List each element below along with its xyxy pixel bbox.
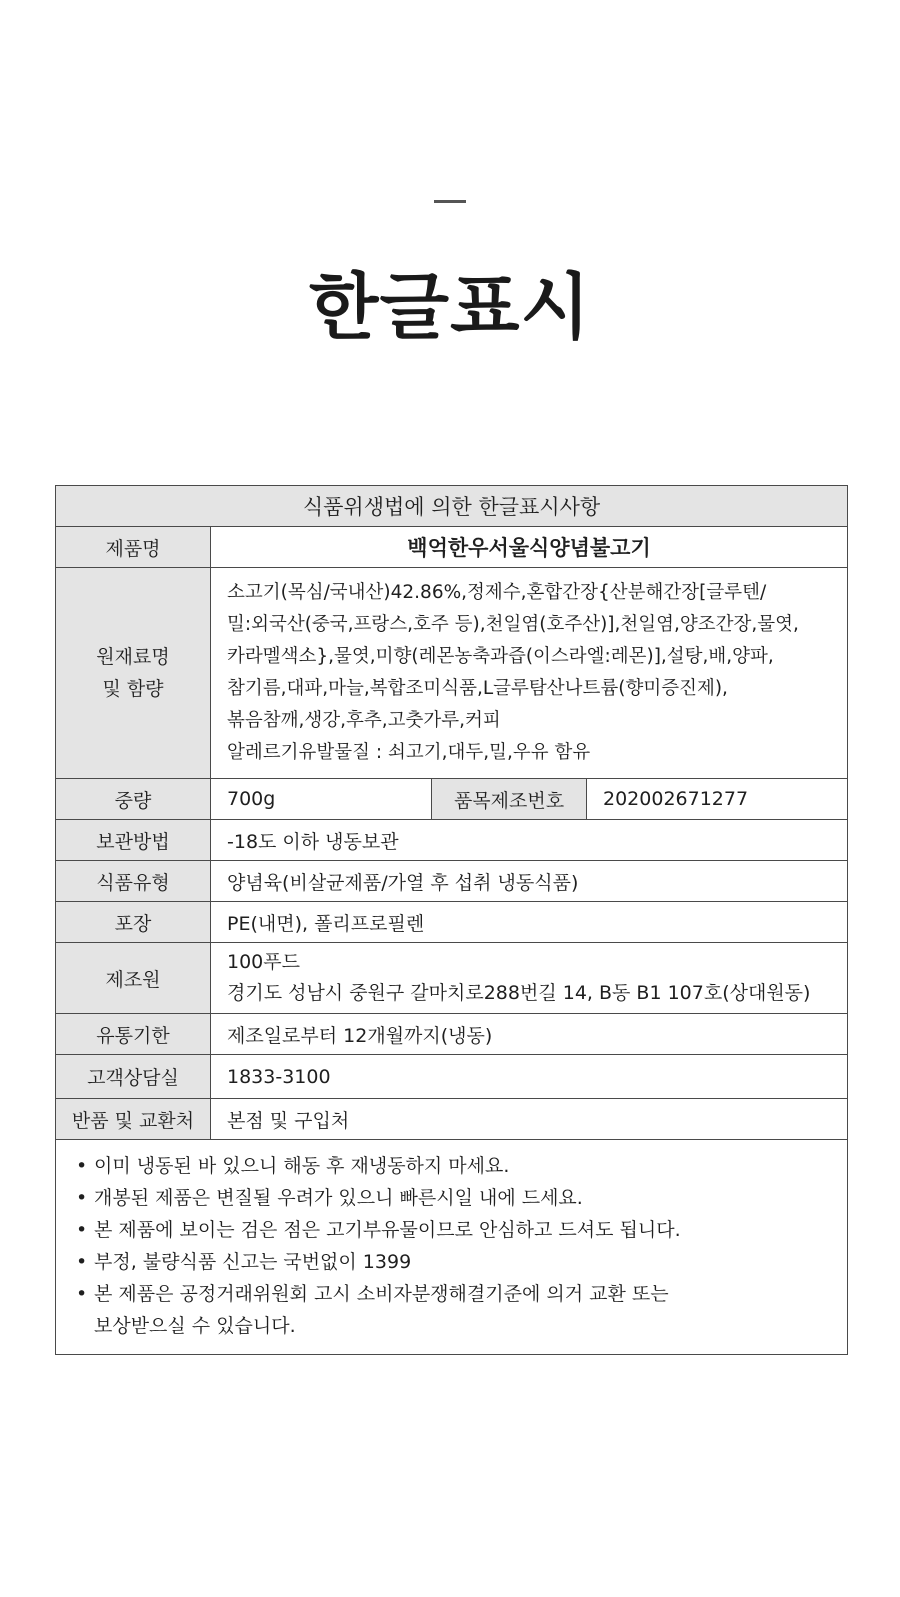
weight-key: 중량 (56, 779, 211, 820)
list-item (76, 1150, 833, 1182)
customer-service-value: 1833-3100 (211, 1055, 848, 1099)
title-divider (434, 200, 466, 203)
table-caption: 식품위생법에 의한 한글표시사항 (56, 486, 848, 527)
food-label-table (55, 485, 848, 1355)
notes-cell (56, 1140, 848, 1355)
packaging-key: 포장 (56, 902, 211, 943)
table-row (56, 1099, 848, 1140)
table-row (56, 1014, 848, 1055)
table-row (56, 902, 848, 943)
ingredients-key (56, 568, 211, 779)
table-row (56, 820, 848, 861)
bullet-icon: • (76, 1155, 88, 1177)
table-caption-row (56, 486, 848, 527)
list-item (76, 1214, 833, 1246)
page-title: 한글표시 (308, 265, 592, 349)
table-row (56, 943, 848, 1014)
list-item (76, 1278, 833, 1342)
note-text: 개봉된 제품은 변질될 우려가 있으니 빠른시일 내에 드세요. (94, 1187, 583, 1209)
product-name-value: 백억한우서울식양념불고기 (211, 527, 848, 568)
ingredients-line: 밀:외국산(중국,프랑스,호주 등),천일염(호주산)],천일염,양조간장,물엿, (227, 614, 799, 635)
weight-value: 700g (211, 779, 432, 820)
customer-service-key: 고객상담실 (56, 1055, 211, 1099)
table-row (56, 1140, 848, 1355)
manufacturer-value (211, 943, 848, 1014)
note-text: 이미 냉동된 바 있으니 해동 후 재냉동하지 마세요. (94, 1155, 510, 1177)
bullet-icon: • (76, 1187, 88, 1209)
list-item (76, 1246, 833, 1278)
storage-value: -18도 이하 냉동보관 (211, 820, 848, 861)
table-row (56, 568, 848, 779)
bullet-icon: • (76, 1283, 88, 1305)
expiry-value: 제조일로부터 12개월까지(냉동) (211, 1014, 848, 1055)
ingredients-key-line: 및 함량 (102, 678, 164, 700)
table-row (56, 527, 848, 568)
notes-list (76, 1150, 833, 1342)
ingredients-line: 볶음참깨,생강,후추,고춧가루,커피 (227, 710, 501, 731)
manufacturer-key: 제조원 (56, 943, 211, 1014)
packaging-value: PE(내면), 폴리프로필렌 (211, 902, 848, 943)
returns-key: 반품 및 교환처 (56, 1099, 211, 1140)
ingredients-line: 참기름,대파,마늘,복합조미식품,L글루탐산나트륨(향미증진제), (227, 678, 728, 699)
food-type-value: 양념육(비살균제품/가열 후 섭취 냉동식품) (211, 861, 848, 902)
manufacturer-name: 100푸드 (227, 951, 300, 973)
report-number-key: 품목제조번호 (432, 779, 587, 820)
note-text: 본 제품은 공정거래위원회 고시 소비자분쟁해결기준에 의거 교환 또는 (94, 1283, 669, 1305)
note-text: 보상받으실 수 있습니다. (94, 1315, 296, 1337)
ingredients-value (211, 568, 848, 779)
bullet-icon: • (76, 1251, 88, 1273)
storage-key: 보관방법 (56, 820, 211, 861)
table-row (56, 779, 848, 820)
allergen-line: 알레르기유발물질 : 쇠고기,대두,밀,우유 함유 (227, 742, 591, 763)
product-name-key: 제품명 (56, 527, 211, 568)
expiry-key: 유통기한 (56, 1014, 211, 1055)
ingredients-line: 소고기(목심/국내산)42.86%,정제수,혼합간장{산분해간장[글루텐/ (227, 582, 767, 603)
note-text: 부정, 불량식품 신고는 국번없이 1399 (94, 1251, 412, 1273)
table-row (56, 1055, 848, 1099)
food-type-key: 식품유형 (56, 861, 211, 902)
returns-value: 본점 및 구입처 (211, 1099, 848, 1140)
table-row (56, 861, 848, 902)
list-item (76, 1182, 833, 1214)
note-text: 본 제품에 보이는 검은 점은 고기부유물이므로 안심하고 드셔도 됩니다. (94, 1219, 681, 1241)
manufacturer-address: 경기도 성남시 중원구 갈마치로288번길 14, B동 B1 107호(상대원동) (227, 982, 811, 1004)
bullet-icon: • (76, 1219, 88, 1241)
ingredients-key-line: 원재료명 (96, 646, 170, 668)
report-number-value: 202002671277 (587, 779, 848, 820)
ingredients-line: 카라멜색소},물엿,미향(레몬농축과즙(이스라엘:레몬)],설탕,배,양파, (227, 646, 774, 667)
